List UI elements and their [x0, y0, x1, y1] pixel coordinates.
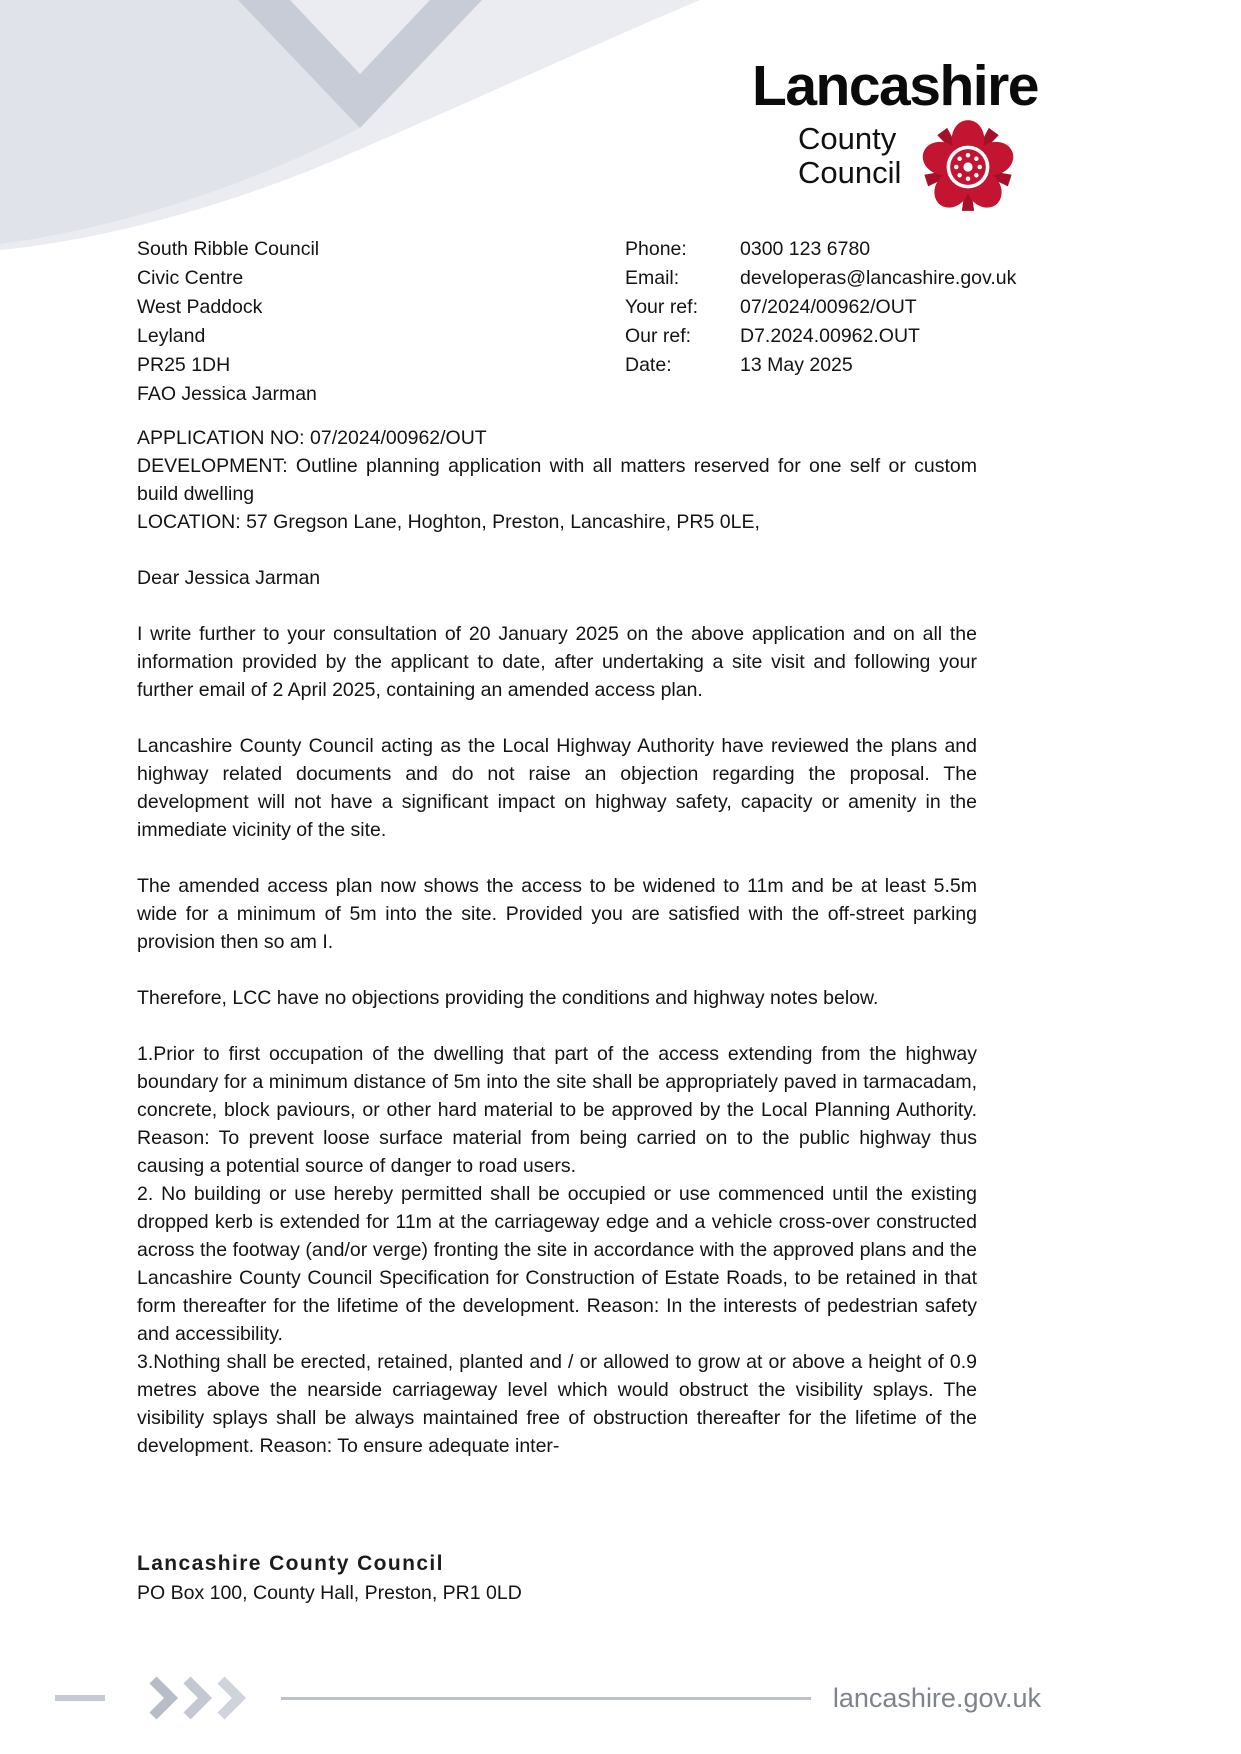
contact-label: Our ref: — [625, 325, 692, 347]
footer-organisation: Lancashire County Council — [137, 1552, 444, 1575]
date-value: 13 May 2025 — [740, 354, 853, 376]
recipient-line: Leyland — [137, 325, 206, 347]
contact-row-our-ref — [625, 322, 1016, 351]
condition-1: 1.Prior to first occupation of the dwelling that part of the access extending from the highway boundary for a minimum distance of 5m into the site shall be appropriately paved in tarmacadam, concrete, block paviours, or other hard material to be approved by the Local Planning Authority. Reason: To prevent loose surface material from being carried on to the public highway thus causing a potential source of danger to road users. — [137, 1043, 977, 1177]
footer-rule-line — [281, 1697, 811, 1700]
logo-subtitle-county: County — [798, 121, 897, 156]
recipient-line: Civic Centre — [137, 267, 244, 289]
footer-bar — [0, 1676, 1241, 1720]
lcc-logo — [752, 54, 1072, 218]
recipient-address-block — [137, 235, 319, 409]
contact-label: Your ref: — [625, 296, 698, 318]
recipient-line: South Ribble Council — [137, 238, 320, 260]
recipient-line: PR25 1DH — [137, 354, 231, 376]
condition-2: 2. No building or use hereby permitted shall be occupied or use commenced until the existing dropped kerb is extended for 11m at the carriageway edge and a vehicle cross-over constructed across the footway (and/or verge) fronting the site in accordance with the approved plans and the Lancashire County Council Specification for Construction of Estate Roads, to be retained in that form thereafter for the lifetime of the development. Reason: In the interests of pedestrian safety and accessibility. — [137, 1183, 977, 1345]
contact-label: Phone: — [625, 238, 687, 260]
application-reference-block — [137, 424, 977, 536]
letter-body — [137, 424, 977, 1460]
footer-chevrons-icon — [147, 1676, 259, 1720]
contact-row-your-ref — [625, 293, 1016, 322]
contact-row-date — [625, 351, 1016, 380]
footer-address-block — [137, 1549, 522, 1608]
footer-dash-decoration — [55, 1695, 105, 1701]
contact-row-email — [625, 264, 1016, 293]
footer-website: lancashire.gov.uk — [832, 1682, 1041, 1713]
logo-subtitle-council: Council — [798, 155, 902, 190]
paragraph: The amended access plan now shows the access to be widened to 11m and be at least 5.5m wide for a minimum of 5m into the site. Provided you are satisfied with the off-street parking provision then so am I. — [137, 875, 977, 953]
recipient-line: FAO Jessica Jarman — [137, 383, 317, 405]
development-line: DEVELOPMENT: Outline planning application with all matters reserved for one self or custom build dwelling — [137, 455, 977, 505]
corner-swoosh-decoration — [0, 0, 720, 252]
paragraph: I write further to your consultation of 20 January 2025 on the above application and on all the information provided by the applicant to date, after undertaking a site visit and following your further email of 2 April 2025, containing an amended access plan. — [137, 623, 977, 701]
application-no-line: APPLICATION NO: 07/2024/00962/OUT — [137, 427, 487, 449]
salutation: Dear Jessica Jarman — [137, 567, 321, 589]
contact-label: Date: — [625, 354, 672, 376]
contact-label: Email: — [625, 267, 680, 289]
condition-3: 3.Nothing shall be erected, retained, planted and / or allowed to grow at or above a height of 0.9 metres above the nearside carriageway level which would obstruct the visibility splays. The visibility splays shall be always maintained free of obstruction thereafter for the lifetime of the development. Reason: To ensure adequate inter- — [137, 1351, 977, 1457]
paragraph: Therefore, LCC have no objections providing the conditions and highway notes below. — [137, 987, 879, 1009]
logo-subtitle — [798, 122, 901, 190]
red-rose-icon — [917, 116, 1019, 218]
paragraph: Lancashire County Council acting as the Local Highway Authority have reviewed the plans and highway related documents and do not raise an objection regarding the proposal. The development will not have a significant impact on highway safety, capacity or amenity in the immediate vicinity of the site. — [137, 735, 977, 841]
contact-details-block — [625, 235, 1016, 380]
our-ref-value: D7.2024.00962.OUT — [740, 325, 920, 347]
email-value: developeras@lancashire.gov.uk — [740, 267, 1017, 289]
contact-row-phone — [625, 235, 1016, 264]
location-line: LOCATION: 57 Gregson Lane, Hoghton, Preston, Lancashire, PR5 0LE, — [137, 511, 760, 533]
footer-postal-address: PO Box 100, County Hall, Preston, PR1 0LD — [137, 1582, 522, 1604]
phone-value: 0300 123 6780 — [740, 238, 871, 260]
recipient-line: West Paddock — [137, 296, 263, 318]
logo-wordmark: Lancashire — [752, 54, 1038, 118]
your-ref-value: 07/2024/00962/OUT — [740, 296, 917, 318]
